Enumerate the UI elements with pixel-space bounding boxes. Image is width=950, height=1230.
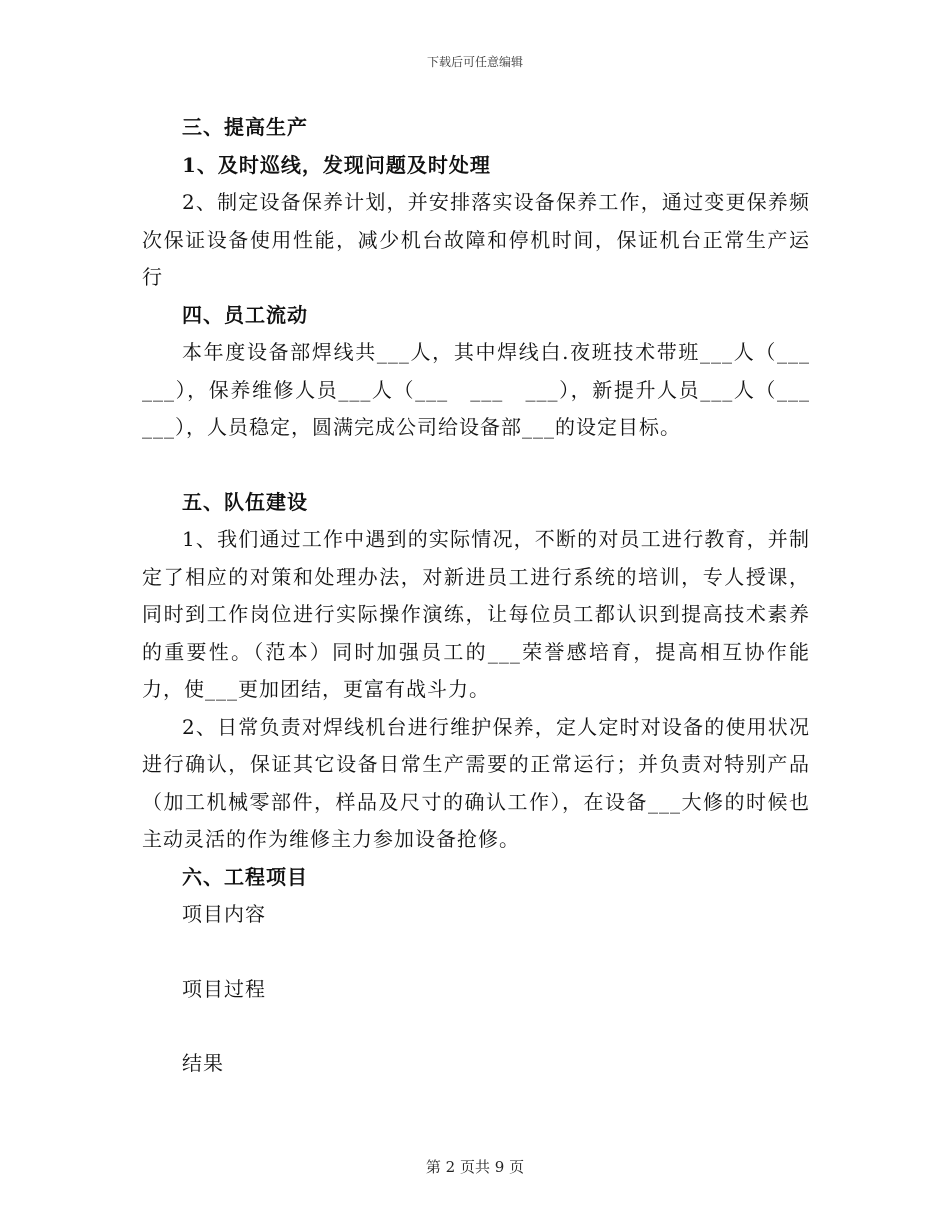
section-5-paragraph-2: 2、日常负责对焊线机台进行维护保养，定人定时对设备的使用状况进行确认，保证其它设备日常生产需要的正常运行；并负责对特别产品（加工机械零部件，样品及尺寸的确认工作），在设备___大修的时候也主动灵活的作为维修主力参加设备抢修。 — [142, 714, 810, 851]
section-5-title: 五、队伍建设 — [182, 489, 308, 514]
page-header-note: 下载后可任意编辑 — [426, 55, 523, 69]
section-4-title: 四、员工流动 — [182, 302, 308, 327]
section-3-subheading: 1、及时巡线，发现问题及时处理 — [182, 152, 491, 177]
project-result-label: 结果 — [182, 1051, 224, 1075]
section-6-title: 六、工程项目 — [182, 864, 308, 889]
section-3-title: 三、提高生产 — [182, 115, 308, 139]
section-4-paragraph: 本年度设备部焊线共___人，其中焊线白.夜班技术带班___人（___ ___），保养维修人员___人（___ ___ ___），新提升人员___人（___ ___），人员稳定，圆满完成公司给设备部___的设定目标。 — [142, 340, 831, 439]
page-number: 第 2 页共 9 页 — [425, 1158, 525, 1176]
section-5-paragraph-1: 1、我们通过工作中遇到的实际情况，不断的对员工进行教育，并制定了相应的对策和处理办法，对新进员工进行系统的培训，专人授课，同时到工作岗位进行实际操作演练，让每位员工都认识到提高技术素养的重要性。（范本）同时加强员工的___荣誉感培育，提高相互协作能力，使___更加团结，更富有战斗力。 — [142, 527, 810, 701]
section-3-paragraph: 2、制定设备保养计划，并安排落实设备保养工作，通过变更保养频次保证设备使用性能，减少机台故障和停机时间，保证机台正常生产运行 — [142, 190, 810, 289]
project-process-label: 项目过程 — [182, 976, 266, 1001]
document-body — [142, 109, 831, 1083]
project-content-label: 项目内容 — [182, 902, 266, 926]
